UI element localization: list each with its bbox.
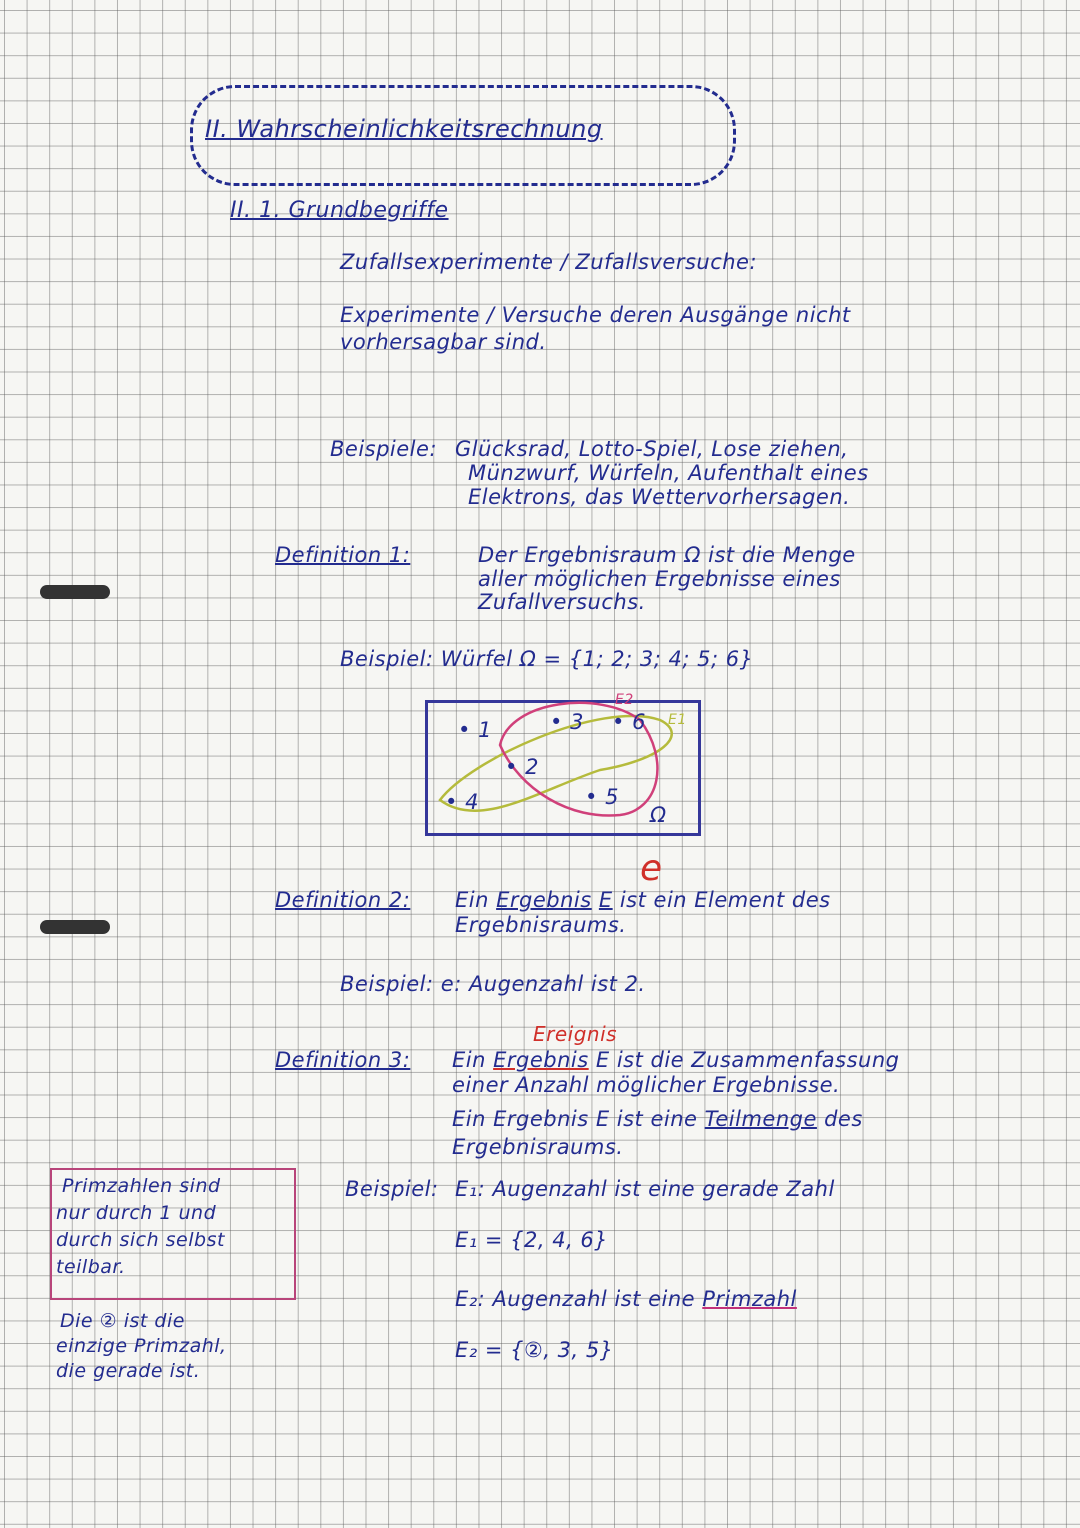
venn-point: • 3 <box>550 710 584 734</box>
venn-point: • 4 <box>445 790 479 814</box>
def3-correction: Ereignis <box>533 1022 618 1046</box>
note-line: teilbar. <box>56 1256 126 1278</box>
def3-line: Ergebnisraums. <box>452 1135 624 1159</box>
side-note-line: einzige Primzahl, <box>56 1335 227 1357</box>
def2-label: Definition 2: <box>275 888 411 912</box>
example3-label: Beispiel: <box>345 1177 439 1201</box>
e1-set: E₁ = {2, 4, 6} <box>455 1228 609 1252</box>
note-line: Primzahlen sind <box>62 1175 221 1197</box>
def3-line: Ein Ergebnis E ist die Zusammenfassung <box>452 1048 900 1072</box>
def2-example: Beispiel: e: Augenzahl ist 2. <box>340 972 646 996</box>
def1-label: Definition 1: <box>275 543 411 567</box>
intro-line: Experimente / Versuche deren Ausgänge nicht <box>340 303 851 327</box>
def1-line: Der Ergebnisraum Ω ist die Menge <box>478 543 856 567</box>
e2-description: E₂: Augenzahl ist eine Primzahl <box>455 1287 797 1311</box>
intro-heading: Zufallsexperimente / Zufallsversuche: <box>340 250 758 274</box>
def2-line: Ein Ergebnis E ist ein Element des <box>455 888 831 912</box>
def2-correction: e <box>640 848 663 889</box>
note-line: nur durch 1 und <box>56 1202 217 1224</box>
binder-ring-icon <box>40 920 110 934</box>
e2-label: E2 <box>615 692 634 708</box>
binder-ring-icon <box>40 585 110 599</box>
e2-set: E₂ = {②, 3, 5} <box>455 1338 614 1362</box>
examples-line: Elektrons, das Wettervorhersagen. <box>468 485 851 509</box>
side-note-line: Die ② ist die <box>60 1310 185 1332</box>
section-heading: II. 1. Grundbegriffe <box>230 198 449 223</box>
def3-line: Ein Ergebnis E ist eine Teilmenge des <box>452 1107 863 1131</box>
side-note-line: die gerade ist. <box>56 1360 201 1382</box>
venn-point: • 1 <box>458 718 492 742</box>
omega-label: Ω <box>650 803 667 827</box>
examples-label: Beispiele: <box>330 437 438 461</box>
intro-line: vorhersagbar sind. <box>340 330 547 354</box>
def1-line: aller möglichen Ergebnisse eines <box>478 567 841 591</box>
venn-point: • 5 <box>585 785 619 809</box>
venn-point: • 2 <box>505 755 539 779</box>
examples-line: Glücksrad, Lotto-Spiel, Lose ziehen, <box>455 437 849 461</box>
page-title: II. Wahrscheinlichkeitsrechnung <box>205 115 603 143</box>
def3-line: einer Anzahl möglicher Ergebnisse. <box>452 1073 841 1097</box>
def1-example: Beispiel: Würfel Ω = {1; 2; 3; 4; 5; 6} <box>340 647 754 671</box>
examples-line: Münzwurf, Würfeln, Aufenthalt eines <box>468 461 869 485</box>
venn-point: • 6 <box>612 710 646 734</box>
def3-label: Definition 3: <box>275 1048 411 1072</box>
e1-description: E₁: Augenzahl ist eine gerade Zahl <box>455 1177 835 1201</box>
note-line: durch sich selbst <box>56 1229 225 1251</box>
def1-line: Zufallversuchs. <box>478 590 646 614</box>
def2-line: Ergebnisraums. <box>455 913 627 937</box>
e1-label: E1 <box>668 712 687 728</box>
